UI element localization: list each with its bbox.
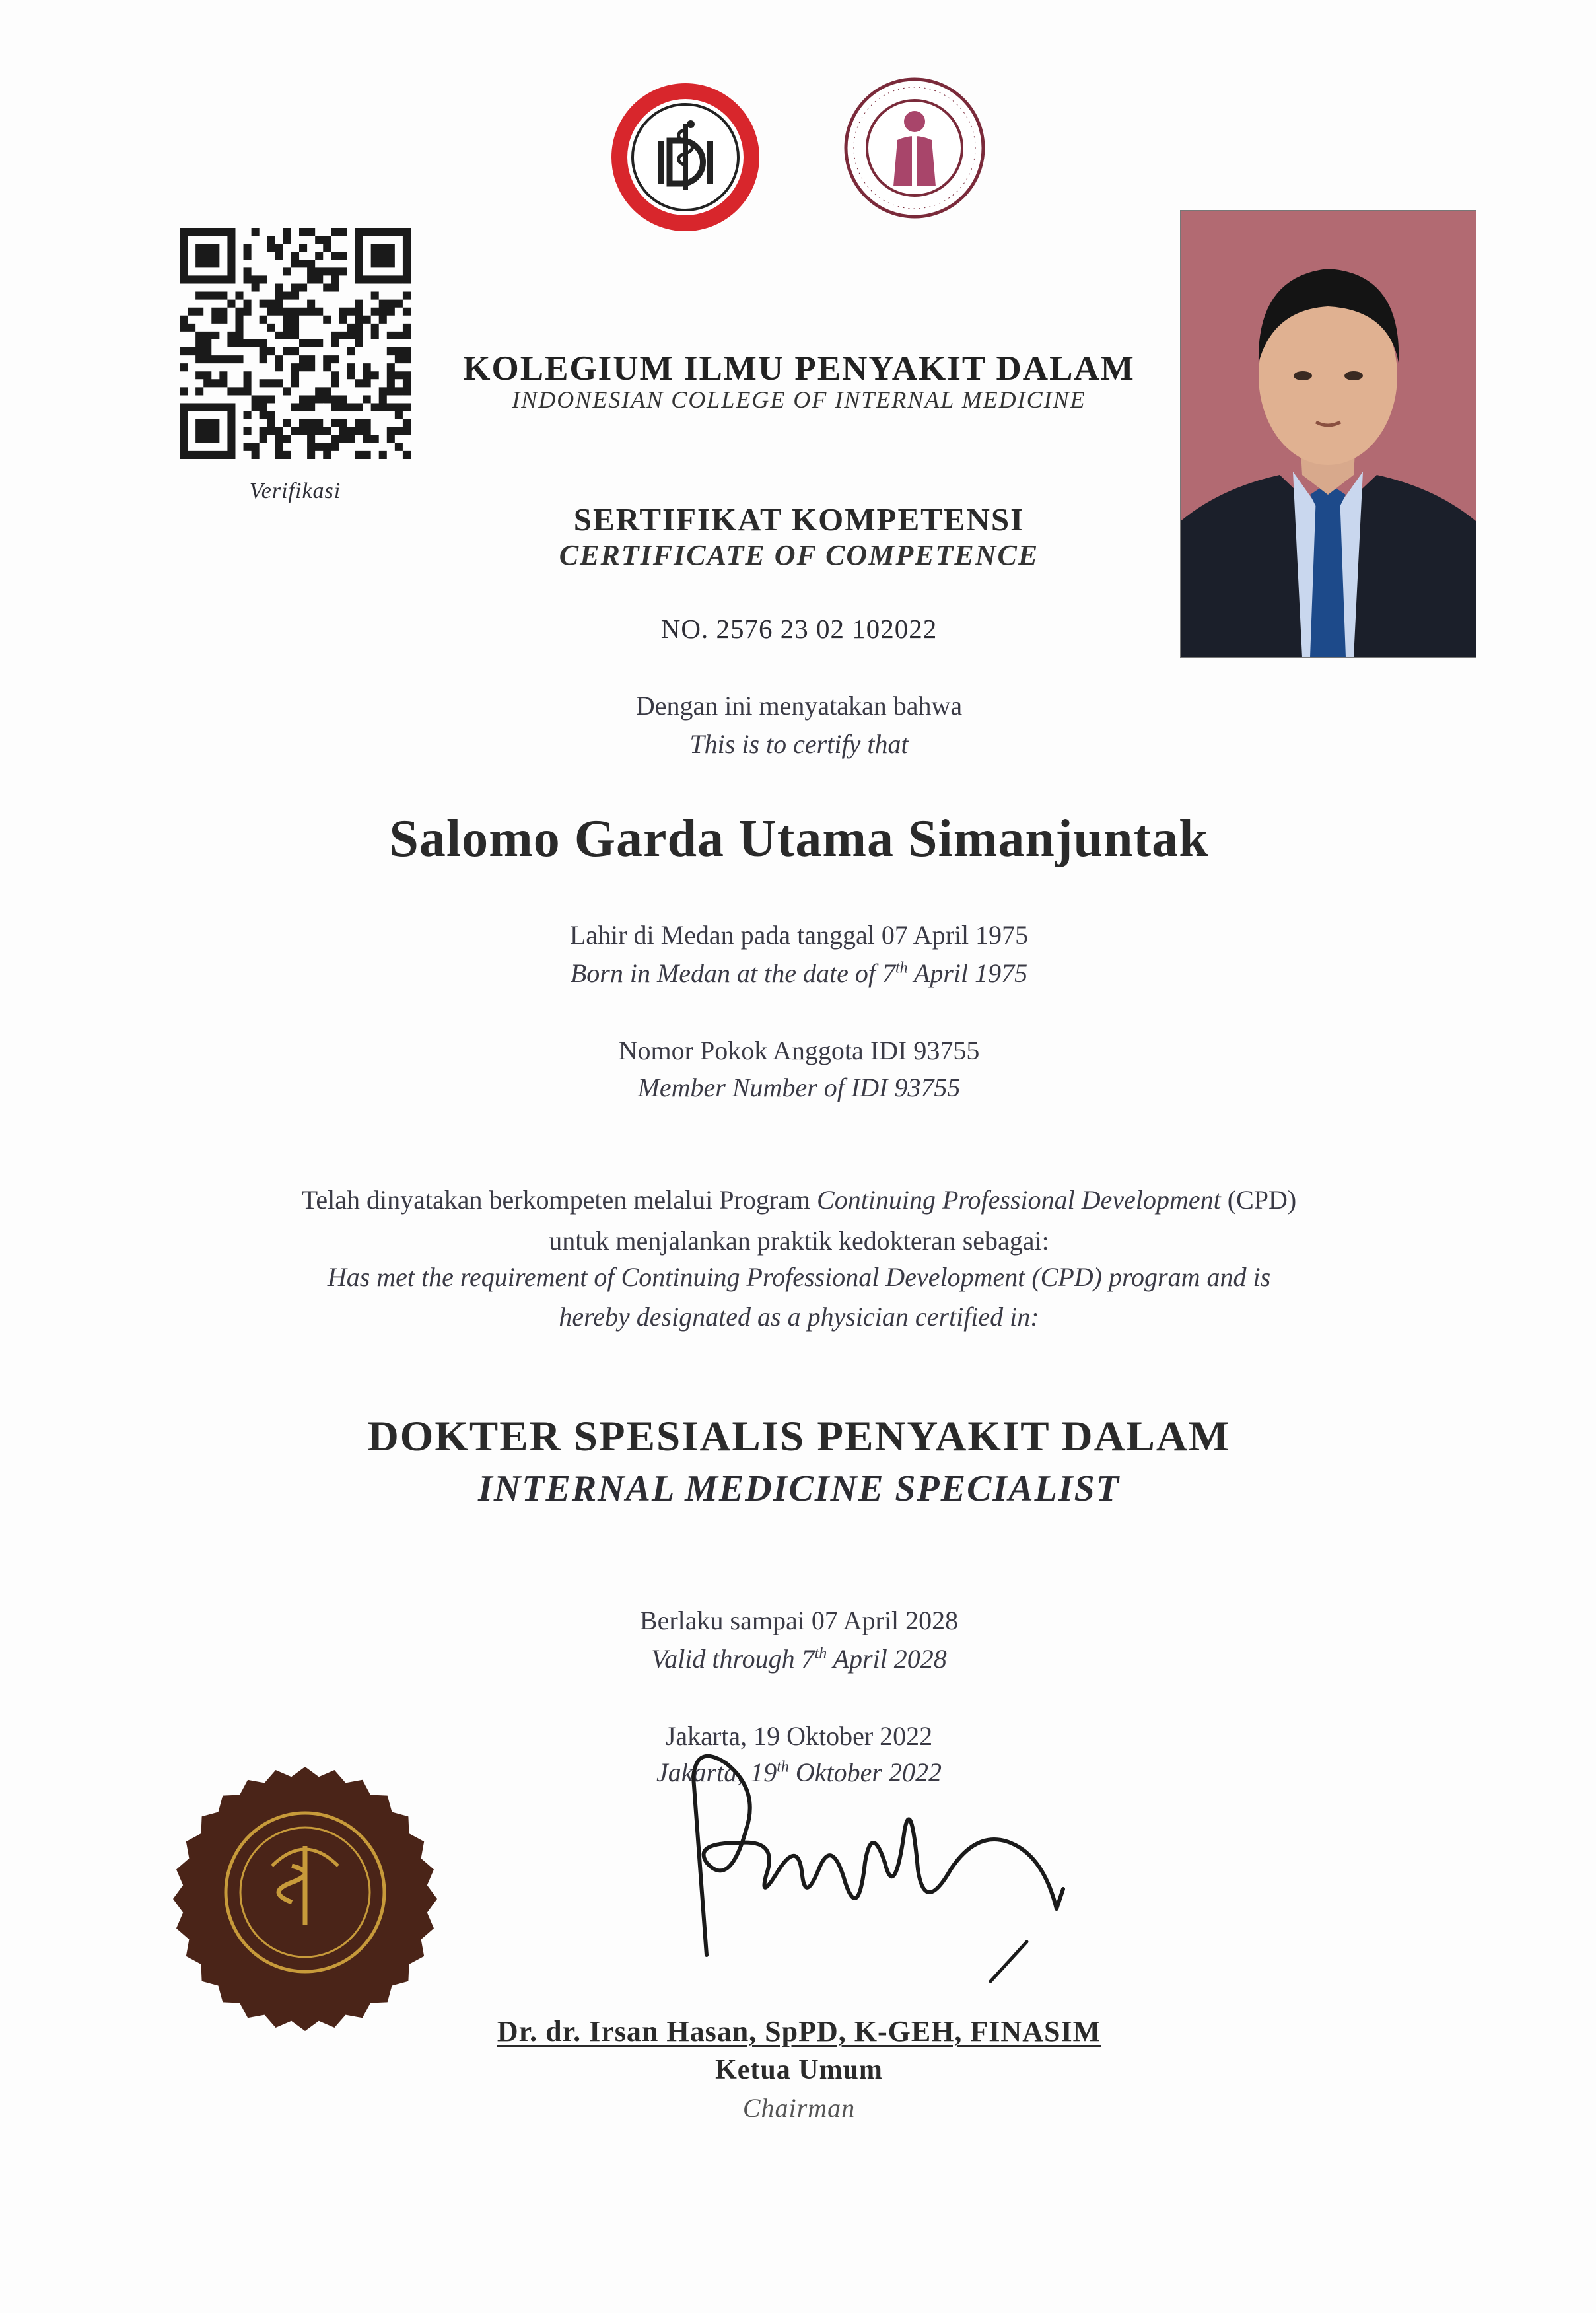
college-seal (166, 1760, 444, 2038)
valid-id: Berlaku sampai 07 April 2028 (639, 1606, 959, 1635)
birth-id: Lahir di Medan pada tanggal 07 April 1975 (569, 920, 1029, 950)
certificate-subtitle: CERTIFICATE OF COMPETENCE (559, 539, 1039, 571)
holder-name: Salomo Garda Utama Simanjuntak (389, 810, 1209, 868)
statement-en-line2: hereby designated as a physician certified in: (559, 1302, 1039, 1332)
holder-photo (1180, 210, 1476, 658)
statement-id-line1: Telah dinyatakan berkompeten melalui Program Continuing Professional Development (CPD) (301, 1185, 1297, 1215)
signatory-name: Dr. dr. Irsan Hasan, SpPD, K-GEH, FINASIM (497, 2015, 1101, 2047)
specialty-subtitle: INTERNAL MEDICINE SPECIALIST (478, 1468, 1120, 1509)
member-en: Member Number of IDI 93755 (637, 1073, 961, 1102)
signature (667, 1717, 1076, 1995)
certificate-number: NO. 2576 23 02 102022 (660, 614, 938, 644)
verify-label: Verifikasi (249, 479, 341, 503)
certificate-title: SERTIFIKAT KOMPETENSI (573, 501, 1025, 538)
intro-id: Dengan ini menyatakan bahwa (635, 691, 963, 721)
papdi-logo (842, 74, 987, 226)
intro-en: This is to certify that (689, 729, 909, 759)
idi-logo (606, 78, 765, 236)
signatory-role-en: Chairman (742, 2093, 856, 2123)
place-date-id: Jakarta, 19 Oktober 2022 (665, 1721, 933, 1751)
birth-en: Born in Medan at the date of 7th April 1975 (570, 958, 1028, 988)
signatory-role: Ketua Umum (715, 2055, 883, 2085)
statement-en-line1: Has met the requirement of Continuing Professional Development (CPD) program and is (327, 1262, 1271, 1292)
statement-id-line2: untuk menjalankan praktik kedokteran sebagai: (549, 1226, 1049, 1256)
qr-code[interactable] (180, 228, 411, 459)
member-id: Nomor Pokok Anggota IDI 93755 (618, 1036, 980, 1065)
specialty-title: DOKTER SPESIALIS PENYAKIT DALAM (367, 1413, 1231, 1460)
valid-en: Valid through 7th April 2028 (651, 1644, 947, 1674)
place-date-en: Jakarta, 19th Oktober 2022 (656, 1758, 942, 1787)
college-title: KOLEGIUM ILMU PENYAKIT DALAM (463, 349, 1135, 388)
college-subtitle: INDONESIAN COLLEGE OF INTERNAL MEDICINE (512, 386, 1086, 413)
